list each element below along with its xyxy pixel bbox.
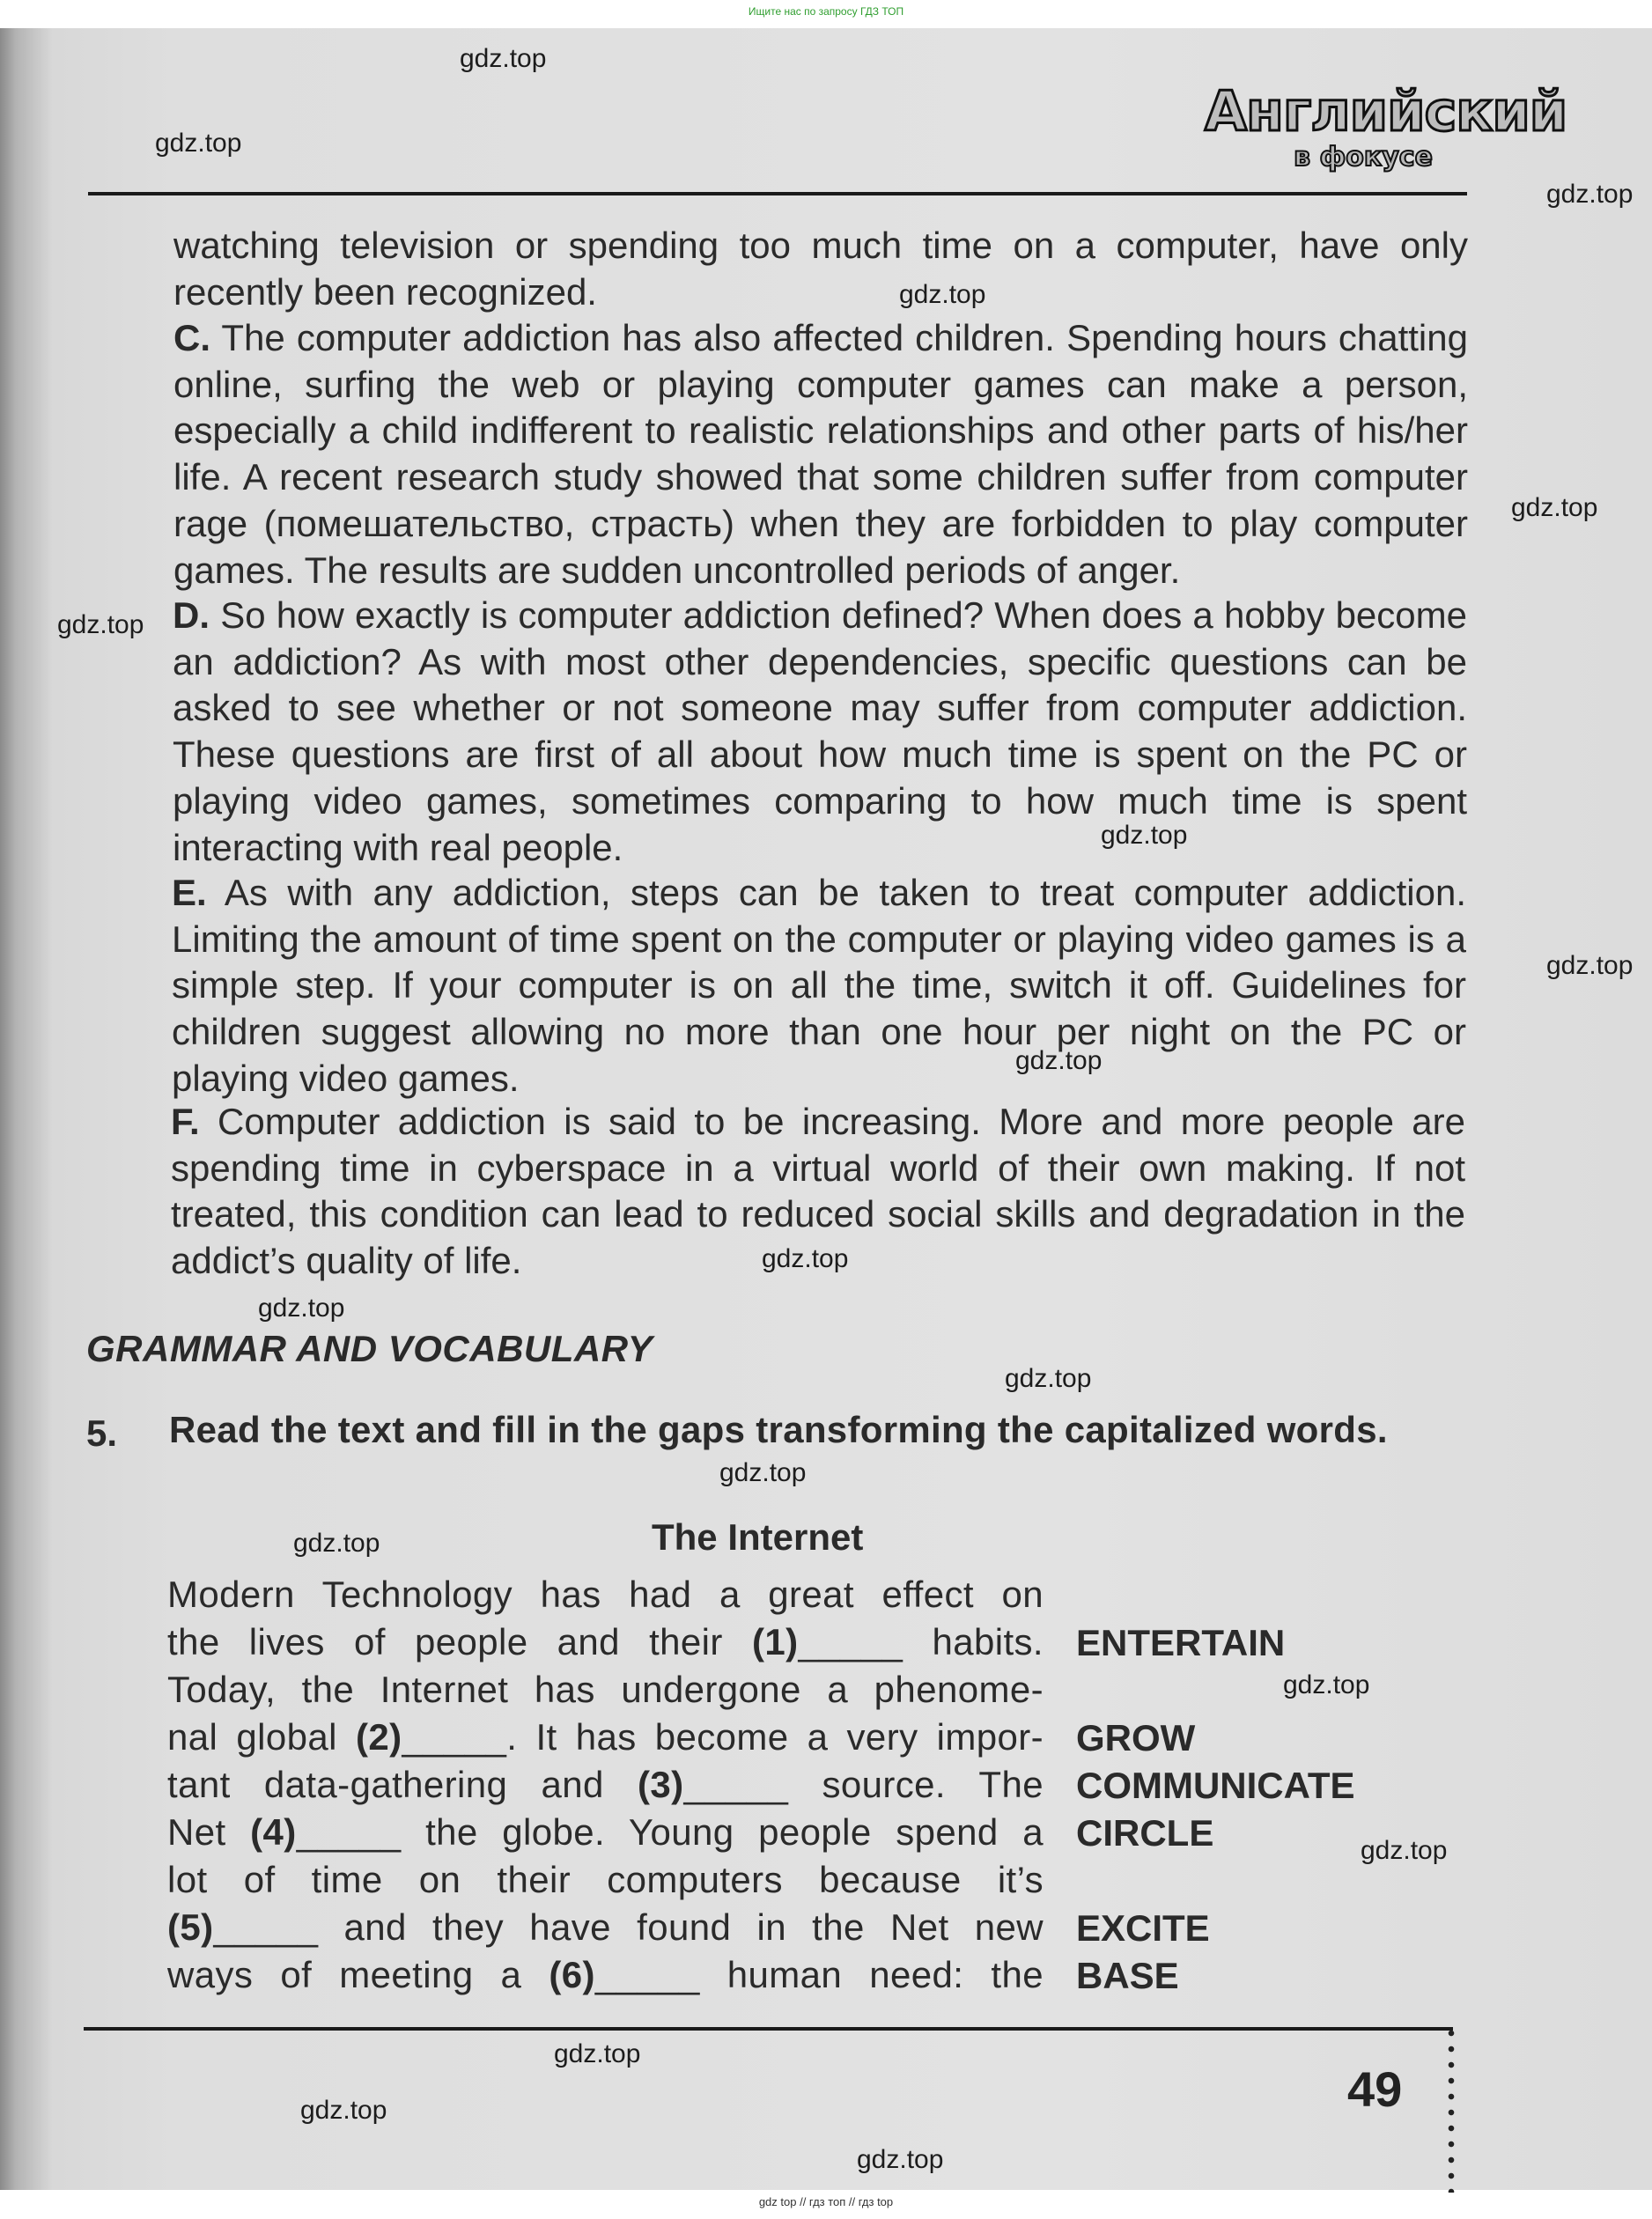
watermark: gdz.top [293, 1529, 380, 1558]
line-text: Modern Technology has had a great effect on [167, 1574, 1044, 1615]
cloze-line [167, 1951, 1044, 1999]
line-text: nal global [167, 1716, 356, 1758]
paragraph-label: E. [172, 872, 207, 913]
watermark: gdz.top [1511, 493, 1598, 522]
cloze-line [167, 1714, 1044, 1761]
line-text: the lives of people and their [167, 1621, 752, 1662]
paragraph-label: C. [173, 317, 210, 358]
watermark: gdz.top [762, 1244, 849, 1273]
watermark: gdz.top [857, 2145, 944, 2174]
cloze-line [167, 1904, 1044, 1951]
paragraph-text: So how exactly is computer addiction defined? When does a hobby become an addiction? As with most other dependencies, specific questions can be asked to see whether or not someone may suffer from computer addiction. These questions are first of all about how much time is spent on the PC or playing video games, sometimes comparing to how much time is spent interacting with real people. [173, 594, 1467, 868]
gap-number: (6) [549, 1954, 595, 1995]
top-ad-banner: Ищите нас по запросу ГДЗ ТОП [748, 5, 904, 18]
line-text: lot of time on their computers because it’s [167, 1859, 1044, 1900]
watermark: gdz.top [1101, 821, 1188, 850]
gap-blank: _____ source. The [683, 1764, 1044, 1805]
cloze-line [167, 1571, 1044, 1618]
word-bank-item: COMMUNICATE [1076, 1765, 1355, 1806]
gap-number: (3) [637, 1764, 684, 1805]
cloze-line [167, 1666, 1044, 1714]
gap-number: (4) [250, 1811, 297, 1853]
watermark: gdz.top [1546, 180, 1634, 209]
gap-number: (5) [167, 1906, 214, 1948]
logo-title: Английский [1205, 79, 1567, 144]
gap-blank: _____ human need: the [594, 1954, 1044, 1995]
word-bank-item: GROW [1076, 1717, 1196, 1758]
line-text: Today, the Internet has undergone a phenome- [167, 1669, 1044, 1710]
line-text: tant data-gathering and [167, 1764, 638, 1805]
paragraph-d [173, 593, 1467, 871]
watermark: gdz.top [719, 1458, 807, 1487]
watermark: gdz.top [57, 610, 144, 639]
dotted-border [1448, 2025, 1455, 2193]
watermark: gdz.top [1361, 1836, 1448, 1865]
watermark: gdz.top [258, 1294, 345, 1323]
watermark: gdz.top [1005, 1364, 1092, 1393]
watermark: gdz.top [300, 2096, 387, 2125]
bottom-rule [84, 2027, 1453, 2031]
gap-blank: _____ the globe. Young people spend a [296, 1811, 1044, 1853]
reading-title: The Internet [652, 1516, 864, 1558]
cloze-line [167, 1761, 1044, 1809]
page-number: 49 [1347, 2061, 1403, 2117]
watermark: gdz.top [155, 129, 242, 158]
task-number: 5. [86, 1412, 118, 1454]
cloze-text [167, 1571, 1044, 1999]
line-text: ways of meeting a [167, 1954, 549, 1995]
word-bank-item: BASE [1076, 1955, 1179, 1996]
top-rule [88, 192, 1467, 195]
paragraph-e [172, 870, 1466, 1102]
reading-intro: watching television or spending too much time on a computer, have only recently been recognized. [173, 225, 1468, 313]
book-logo [1205, 79, 1567, 178]
paragraph-c [173, 315, 1468, 593]
paragraph-text: The computer addiction has also affected children. Spending hours chatting online, surfing the web or playing computer games can make a person, especially a child indifferent to realistic relationships and other parts of his/her life. A recent research study showed that some children suffer from computer rage (помешательство, страсть) when they are forbidden to play computer games. The results are sudden uncontrolled periods of anger. [173, 317, 1468, 591]
gap-blank: _____ and they have found in the Net new [213, 1906, 1044, 1948]
section-heading: GRAMMAR AND VOCABULARY [86, 1328, 653, 1369]
gap-number: (1) [751, 1621, 799, 1662]
gap-blank: _____. It has become a very impor- [402, 1716, 1044, 1758]
paragraph-text: As with any addiction, steps can be taken to treat computer addiction. Limiting the amount of time spent on the computer or playing video games is a simple step. If your computer is on all the time, switch it off. Guidelines for children suggest allowing no more than one hour per night on the PC or playing video games. [172, 872, 1466, 1099]
word-bank-item: CIRCLE [1076, 1812, 1214, 1854]
bottom-ad-banner: gdz top // гдз топ // гдз top [758, 2195, 894, 2208]
word-bank-item: ENTERTAIN [1076, 1622, 1286, 1663]
gap-number: (2) [355, 1716, 402, 1758]
cloze-line [167, 1856, 1044, 1904]
cloze-line [167, 1809, 1044, 1856]
cloze-line [167, 1618, 1044, 1666]
gap-blank: _____ habits. [798, 1621, 1044, 1662]
word-bank-item: EXCITE [1076, 1907, 1210, 1949]
paragraph-label: F. [171, 1101, 200, 1142]
line-text: Net [167, 1811, 251, 1853]
paragraph-label: D. [173, 594, 210, 636]
watermark: gdz.top [1015, 1046, 1103, 1075]
task-instruction: Read the text and fill in the gaps transforming the capitalized words. [169, 1409, 1388, 1450]
watermark: gdz.top [899, 280, 986, 309]
paragraph-text: Computer addiction is said to be increasing. More and more people are spending time in cyberspace in a virtual world of their own making. If not treated, this condition can lead to reduced social skills and degradation in the addict’s quality of life. [171, 1101, 1465, 1282]
watermark: gdz.top [460, 44, 547, 73]
watermark: gdz.top [1283, 1670, 1370, 1699]
watermark: gdz.top [554, 2039, 641, 2068]
watermark: gdz.top [1546, 951, 1634, 980]
logo-subtitle: в фокусе [1294, 142, 1433, 173]
